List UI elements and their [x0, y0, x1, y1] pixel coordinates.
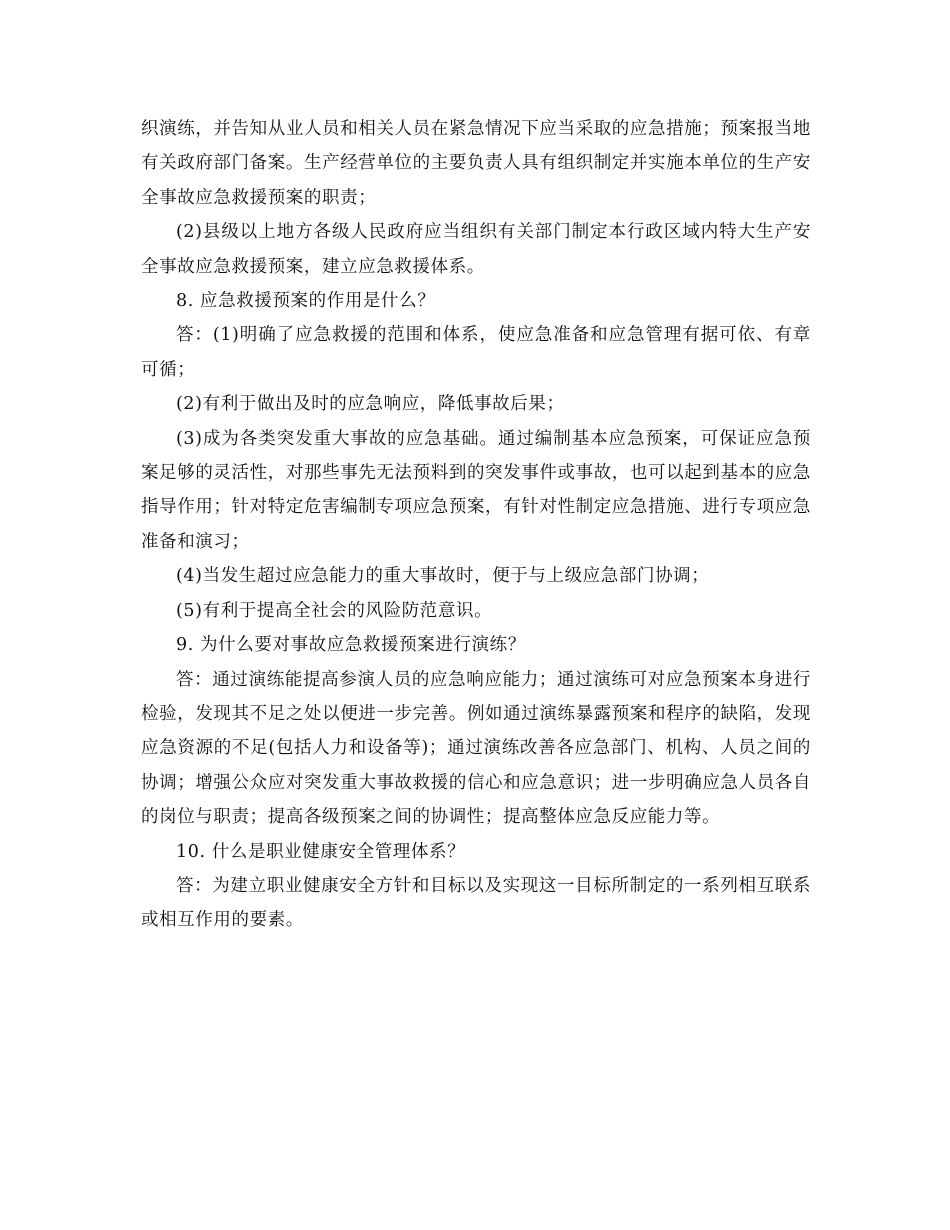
- paragraph-county-level-plan: (2)县级以上地方各级人民政府应当组织有关部门制定本行政区域内特大生产安全事故应急救援预案，建立应急救援体系。: [141, 222, 811, 277]
- answer-10: 答：为建立职业健康安全方针和目标以及实现这一目标所制定的一系列相互联系或相互作用的要素。: [141, 875, 811, 931]
- question-10-heading: 10. 什么是职业健康安全管理体系？: [176, 841, 466, 862]
- answer-8-item-1: 答：(1)明确了应急救援的范围和体系，使应急准备和应急管理有据可依、有章可循；: [141, 325, 811, 380]
- answer-9: 答：通过演练能提高参演人员的应急响应能力；通过演练可对应急预案本身进行检验，发现其不足之处以便进一步完善。例如通过演练暴露预案和程序的缺陷，发现应急资源的不足(包括人力和设备等)；通过演练改善各应急部门、机构、人员之间的协调；增强公众应对突发重大事故救援的信心和应急意识；进一步明确应急人员各自的岗位与职责；提高各级预案之间的协调性；提高整体应急反应能力等。: [141, 669, 811, 828]
- paragraph-continuation: 织演练，并告知从业人员和相关人员在紧急情况下应当采取的应急措施；预案报当地有关政府部门备案。生产经营单位的主要负责人具有组织制定并实施本单位的生产安全事故应急救援预案的职责；: [141, 119, 811, 208]
- document-body: [141, 112, 811, 938]
- answer-8-item-3: (3)成为各类突发重大事故的应急基础。通过编制基本应急预案，可保证应急预案足够的灵活性，对那些事先无法预料到的突发事件或事故，也可以起到基本的应急指导作用；针对特定危害编制专项应急预案，有针对性制定应急措施、进行专项应急准备和演习；: [141, 428, 811, 552]
- answer-8-item-2: (2)有利于做出及时的应急响应，降低事故后果；: [176, 394, 565, 415]
- answer-8-item-5: (5)有利于提高全社会的风险防范意识。: [176, 600, 493, 621]
- question-9-heading: 9. 为什么要对事故应急救援预案进行演练？: [176, 635, 526, 656]
- answer-8-item-4: (4)当发生超过应急能力的重大事故时，便于与上级应急部门协调；: [176, 566, 710, 587]
- question-8-heading: 8. 应急救援预案的作用是什么？: [176, 291, 436, 312]
